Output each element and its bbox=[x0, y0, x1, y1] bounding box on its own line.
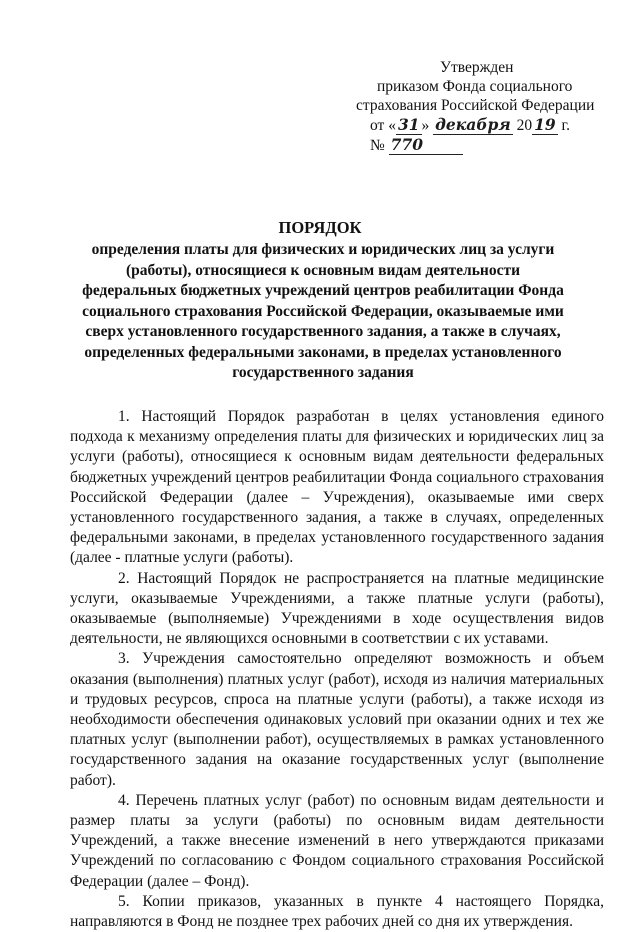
approval-line-2: приказом Фонда социального bbox=[377, 78, 573, 95]
paragraph-4: 4. Перечень платных услуг (работ) по основным видам деятельности и размер платы за услуги (работы) по основным видам деятельности Учреждений, а также внесение изменений в него утверждаются приказами Учреждений по согласованию с Фондом социального страхования Российской Федерации (далее – Фонд). bbox=[70, 791, 604, 890]
year-end: г. bbox=[557, 117, 571, 134]
year-prefix: 20 bbox=[512, 117, 533, 134]
date-mid: » bbox=[421, 117, 434, 134]
approval-date-line bbox=[356, 115, 606, 135]
paragraph-2: 2. Настоящий Порядок не распространяется на платные медицинские услуги, оказываемые Учреждениями, а также платные услуги (работы), оказываемые (выполняемые) Учреждениями в ходе осуществления видов деятельности, не являющихся основными в соответствии с их уставами. bbox=[70, 569, 604, 648]
document-subtitle: определения платы для физических и юридических лиц за услуги (работы), относящиеся к основным видам деятельности федеральных бюджетных учреждений центров реабилитации Фонда социального страхования Российской Федерации, оказываемые ими сверх установленного государственного задания, а также в случаях, определенных федеральными законами, в пределах установленного государственного задания bbox=[82, 241, 564, 381]
handwritten-month: декабря bbox=[435, 115, 511, 134]
approval-number-line bbox=[356, 135, 606, 155]
handwritten-day: 31 bbox=[397, 115, 420, 134]
document-body bbox=[70, 407, 604, 932]
paragraph-3: 3. Учреждения самостоятельно определяют возможность и объем оказания (выполнения) платных услуг (работ), исходя из наличия материальных и трудовых ресурсов, спроса на платные услуги (работы), а также исходя из необходимости обеспечения одинаковых условий при оказании одних и тех же платных услуг (выполнении работ), осуществляемых в рамках установленного государственного задания на оказание государственных услуг (выполнение работ). bbox=[70, 650, 604, 789]
date-prefix: от « bbox=[370, 117, 396, 134]
document-title: ПОРЯДОК bbox=[278, 218, 362, 237]
paragraph-1: 1. Настоящий Порядок разработан в целях установления единого подхода к механизму определения платы для физических и юридических лиц за услуги (работы), относящиеся к основным видам деятельности федеральных бюджетных учреждений центров реабилитации Фонда социального страхования Российской Федерации (далее – Учреждения), оказываемые ими сверх установленного государственного задания, а также в случаях, определенных федеральными законами, в пределах установленного государственного задания (далее - платные услуги (работы). bbox=[70, 408, 604, 567]
approval-line-1: Утвержден bbox=[440, 59, 514, 76]
handwritten-year: 19 bbox=[534, 115, 556, 134]
approval-line-3: страхования Российской Федерации bbox=[356, 97, 595, 114]
approval-stamp bbox=[356, 58, 606, 155]
number-prefix: № bbox=[370, 137, 389, 154]
handwritten-number: 770 bbox=[389, 135, 463, 155]
paragraph-5: 5. Копии приказов, указанных в пункте 4 настоящего Порядка, направляются в Фонд не позднее трех рабочих дней со дня их утверждения. bbox=[70, 892, 604, 931]
